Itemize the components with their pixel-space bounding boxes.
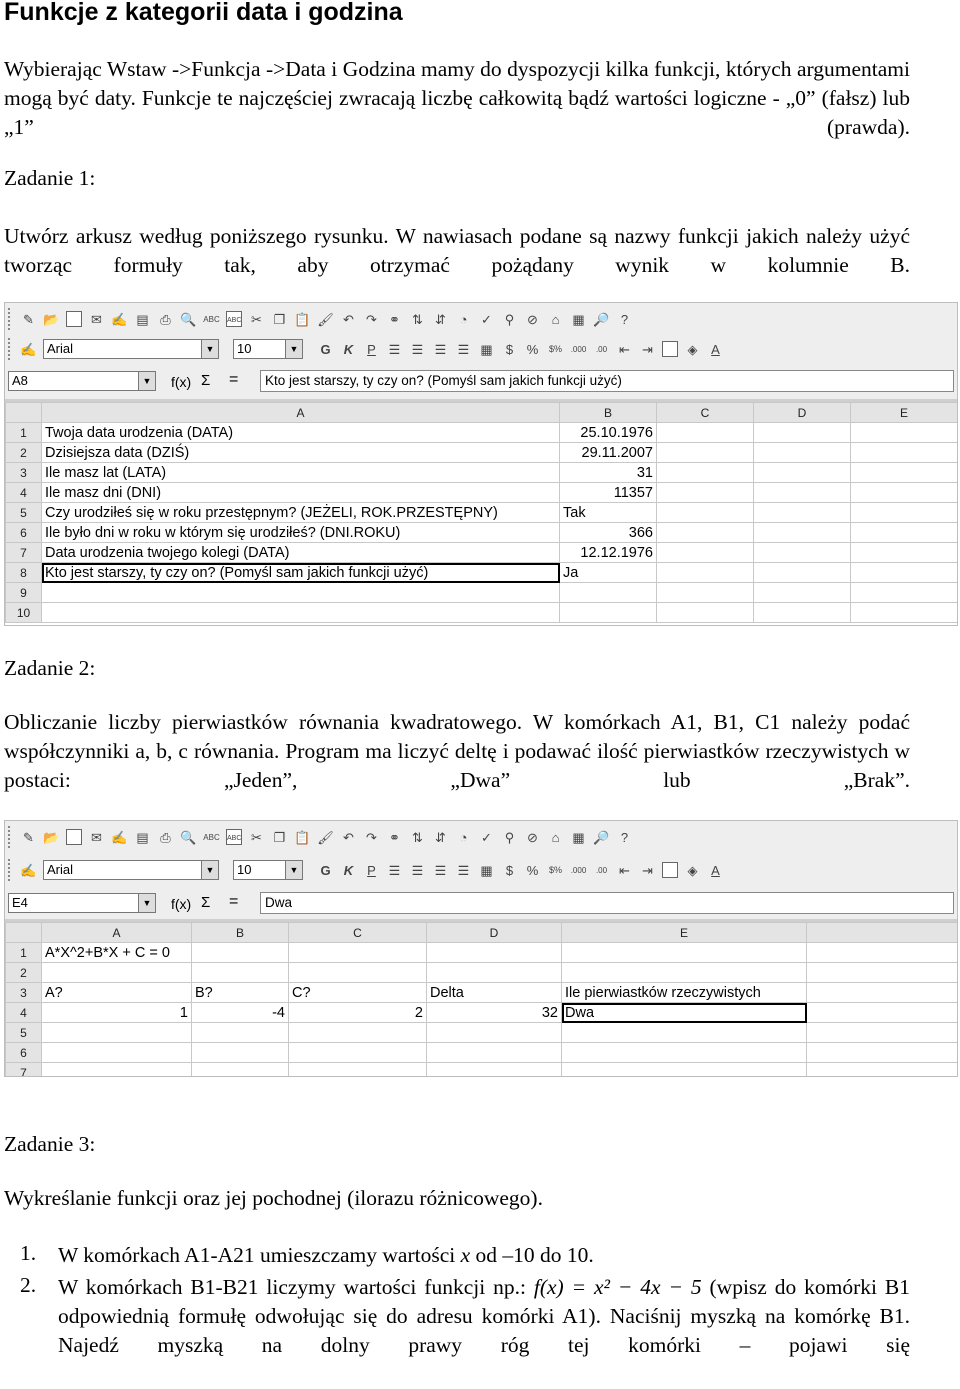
gallery-icon[interactable]: ⌂ xyxy=(551,829,560,845)
number-format-icon[interactable]: $% xyxy=(548,864,562,875)
standard-toolbar xyxy=(5,306,957,332)
print-icon[interactable]: ⎙ xyxy=(160,829,171,845)
row-header[interactable]: 1 xyxy=(6,943,42,963)
formula-input[interactable]: Kto jest starszy, ty czy on? (Pomyśl sam jakich funkcji użyć) xyxy=(260,370,954,392)
hyperlink-icon[interactable]: ⚭ xyxy=(389,829,400,845)
corner-cell[interactable] xyxy=(6,923,42,943)
draw-icon[interactable]: ✓ xyxy=(481,829,492,845)
cell-b[interactable]: 31 xyxy=(560,463,657,483)
table-row xyxy=(6,503,958,523)
sort-asc-icon[interactable]: ⇅ xyxy=(412,829,423,845)
merge-cells-icon[interactable]: ▦ xyxy=(480,862,493,878)
format-paint-icon[interactable]: 🖌 xyxy=(317,311,334,327)
cell-d[interactable] xyxy=(754,583,851,603)
cell-f[interactable] xyxy=(807,943,958,963)
bold-icon[interactable]: G xyxy=(320,341,331,357)
table-row xyxy=(6,443,958,463)
align-center-icon[interactable]: ☰ xyxy=(411,341,424,357)
formatting-toolbar xyxy=(5,336,957,362)
underline-icon[interactable]: P xyxy=(367,862,376,878)
row-header[interactable]: 10 xyxy=(6,603,42,623)
cell-b[interactable] xyxy=(192,1043,289,1063)
cell-f[interactable] xyxy=(807,963,958,983)
cell-b[interactable] xyxy=(192,1063,289,1078)
redo-icon[interactable]: ↷ xyxy=(366,829,377,845)
paste-icon[interactable]: 📋 xyxy=(294,829,311,845)
cell-a[interactable]: Ile było dni w roku w którym się urodziłeś? (DNI.ROKU) xyxy=(42,523,560,543)
help-icon[interactable]: ? xyxy=(620,311,629,327)
formula-bar xyxy=(5,369,957,395)
remove-decimal-icon[interactable]: .00 xyxy=(595,344,608,354)
cell-d[interactable] xyxy=(427,943,562,963)
cell-b[interactable]: Tak xyxy=(560,503,657,523)
edit-icon[interactable]: ✎ xyxy=(23,829,34,845)
task3-heading: Zadanie 3: xyxy=(4,1132,96,1156)
align-right-icon[interactable]: ☰ xyxy=(434,341,447,357)
table-row xyxy=(6,543,958,563)
cell-d[interactable] xyxy=(754,503,851,523)
save-icon[interactable] xyxy=(66,829,82,845)
cell-d[interactable] xyxy=(754,563,851,583)
intro-paragraph: Wybierając Wstaw ->Funkcja ->Data i Godzina mamy do dyspozycji kilka funkcji, których argumentami mogą być daty. Funkcje te najczęściej zwracają liczbę całkowitą bądź wartości logiczne - „0” (fałsz) lub „1” (prawda). xyxy=(4,57,910,139)
cell-a[interactable]: 1 xyxy=(42,1003,192,1023)
autospell-icon[interactable]: ABC xyxy=(226,829,242,845)
cell-e[interactable] xyxy=(562,1023,807,1043)
row-header[interactable]: 2 xyxy=(6,963,42,983)
row-header[interactable]: 4 xyxy=(6,1003,42,1023)
preview-icon[interactable]: 🔍 xyxy=(180,829,197,845)
cell-e[interactable] xyxy=(851,423,958,443)
chart-icon[interactable]: ◔ xyxy=(459,311,468,327)
open-icon[interactable]: 📂 xyxy=(43,311,60,327)
function-icon[interactable]: = xyxy=(229,371,239,388)
cell-d[interactable] xyxy=(427,963,562,983)
merge-cells-icon[interactable]: ▦ xyxy=(480,341,493,357)
undo-icon[interactable]: ↶ xyxy=(343,829,354,845)
number-format-icon[interactable]: $% xyxy=(548,343,562,354)
row-header[interactable]: 3 xyxy=(6,983,42,1003)
cell-b[interactable]: Ja xyxy=(560,563,657,583)
font-name-select[interactable]: Arial ▼ xyxy=(43,339,219,359)
table-row xyxy=(6,483,958,503)
cell-b[interactable]: 29.11.2007 xyxy=(560,443,657,463)
preview-icon[interactable]: 🔍 xyxy=(180,311,197,327)
table-row xyxy=(6,983,958,1003)
align-left-icon[interactable]: ☰ xyxy=(388,341,401,357)
sort-desc-icon[interactable]: ⇵ xyxy=(435,829,446,845)
cell-e[interactable] xyxy=(562,1043,807,1063)
cell-f[interactable] xyxy=(807,1023,958,1043)
borders-icon[interactable] xyxy=(662,862,678,878)
cell-c[interactable] xyxy=(657,443,754,463)
name-box[interactable]: E4 ▼ xyxy=(8,893,156,913)
cell-e[interactable] xyxy=(851,503,958,523)
cell-d[interactable] xyxy=(754,603,851,623)
open-icon[interactable]: 📂 xyxy=(43,829,60,845)
sort-asc-icon[interactable]: ⇅ xyxy=(412,311,423,327)
copy-icon[interactable]: ❐ xyxy=(273,311,286,327)
font-color-icon[interactable]: A xyxy=(711,341,720,357)
row-header[interactable]: 6 xyxy=(6,1043,42,1063)
bold-icon[interactable]: G xyxy=(320,862,331,878)
cell-d[interactable] xyxy=(754,463,851,483)
page-title: Funkcje z kategorii data i godzina xyxy=(4,0,403,26)
zoom-icon[interactable]: 🔎 xyxy=(593,311,610,327)
paste-icon[interactable]: 📋 xyxy=(294,311,311,327)
cell-a[interactable] xyxy=(42,963,192,983)
cell-c[interactable] xyxy=(657,423,754,443)
currency-icon[interactable]: $ xyxy=(505,862,514,878)
borders-icon[interactable] xyxy=(662,341,678,357)
cell-c[interactable] xyxy=(289,1023,427,1043)
justify-icon[interactable]: ☰ xyxy=(457,862,470,878)
column-header[interactable]: A xyxy=(42,923,192,943)
background-color-icon[interactable]: ◈ xyxy=(687,862,698,878)
column-header[interactable]: A xyxy=(42,403,560,423)
cell-d[interactable] xyxy=(427,1023,562,1043)
column-header[interactable]: C xyxy=(657,403,754,423)
cut-icon[interactable]: ✂ xyxy=(251,311,262,327)
cell-c[interactable] xyxy=(657,463,754,483)
list-number: 2. xyxy=(20,1273,37,1297)
cell-f[interactable] xyxy=(807,983,958,1003)
cell-a[interactable]: Czy urodziłeś się w roku przestępnym? (JEŻELI, ROK.PRZESTĘPNY) xyxy=(42,503,560,523)
find-icon[interactable]: ⚲ xyxy=(504,829,515,845)
function-wizard-icon[interactable]: f(x) xyxy=(171,374,192,390)
cell-a[interactable]: Dzisiejsza data (DZIŚ) xyxy=(42,443,560,463)
cell-d[interactable] xyxy=(427,1043,562,1063)
column-header[interactable]: E xyxy=(562,923,807,943)
cell-b[interactable] xyxy=(560,603,657,623)
italic-icon[interactable]: K xyxy=(343,862,354,878)
table-row xyxy=(6,1003,958,1023)
cut-icon[interactable]: ✂ xyxy=(251,829,262,845)
format-paint-icon[interactable]: 🖌 xyxy=(317,829,334,845)
row-header[interactable]: 7 xyxy=(6,1063,42,1078)
row-header[interactable]: 9 xyxy=(6,583,42,603)
percent-icon[interactable]: % xyxy=(526,341,539,357)
function-icon[interactable]: = xyxy=(229,893,239,910)
row-header[interactable]: 5 xyxy=(6,503,42,523)
row-header[interactable]: 3 xyxy=(6,463,42,483)
function-wizard-icon[interactable]: f(x) xyxy=(171,896,192,912)
cell-c[interactable] xyxy=(657,563,754,583)
cell-c[interactable] xyxy=(289,1063,427,1078)
navigator-icon[interactable]: ⊘ xyxy=(527,829,538,845)
draw-icon[interactable]: ✓ xyxy=(481,311,492,327)
column-header[interactable]: B xyxy=(560,403,657,423)
sum-icon[interactable]: Σ xyxy=(201,372,211,389)
cell-a[interactable]: Twoja data urodzenia (DATA) xyxy=(42,423,560,443)
cell-a[interactable]: A? xyxy=(42,983,192,1003)
chart-icon[interactable]: ◔ xyxy=(459,829,468,845)
cell-d[interactable] xyxy=(754,423,851,443)
styles-icon[interactable]: ✍ xyxy=(20,341,37,357)
column-header[interactable] xyxy=(807,923,958,943)
sum-icon[interactable]: Σ xyxy=(201,894,211,911)
table-row xyxy=(6,423,958,443)
pdf-icon[interactable]: ▤ xyxy=(136,311,149,327)
cell-f[interactable] xyxy=(807,1063,958,1078)
gallery-icon[interactable]: ⌂ xyxy=(551,311,560,327)
cell-b[interactable] xyxy=(192,1023,289,1043)
cell-d[interactable]: 32 xyxy=(427,1003,562,1023)
cell-e[interactable]: Dwa xyxy=(562,1003,807,1023)
cell-b[interactable]: -4 xyxy=(192,1003,289,1023)
list-item: W komórkach A1-A21 umieszczamy wartości x od –10 do 10. xyxy=(58,1243,594,1267)
currency-icon[interactable]: $ xyxy=(505,341,514,357)
font-size-select[interactable]: 10 ▼ xyxy=(233,339,303,359)
table-row xyxy=(6,1063,958,1078)
column-header[interactable]: B xyxy=(192,923,289,943)
column-header[interactable]: D xyxy=(754,403,851,423)
cell-b[interactable]: 11357 xyxy=(560,483,657,503)
cell-e[interactable] xyxy=(562,1063,807,1078)
spellcheck-icon[interactable]: ABC xyxy=(203,832,220,842)
cell-d[interactable] xyxy=(754,543,851,563)
cell-d[interactable] xyxy=(754,523,851,543)
find-icon[interactable]: ⚲ xyxy=(504,311,515,327)
cell-e[interactable]: Ile pierwiastków rzeczywistych xyxy=(562,983,807,1003)
row-header[interactable]: 1 xyxy=(6,423,42,443)
undo-icon[interactable]: ↶ xyxy=(343,311,354,327)
row-header[interactable]: 4 xyxy=(6,483,42,503)
corner-cell[interactable] xyxy=(6,403,42,423)
standard-toolbar xyxy=(5,824,957,850)
cell-b[interactable] xyxy=(192,963,289,983)
copy-icon[interactable]: ❐ xyxy=(273,829,286,845)
spreadsheet-2 xyxy=(4,820,958,1077)
spellcheck-icon[interactable]: ABC xyxy=(203,314,220,324)
cell-a[interactable] xyxy=(42,1063,192,1078)
hyperlink-icon[interactable]: ⚭ xyxy=(389,311,400,327)
edit-file-icon[interactable]: ✍ xyxy=(111,311,128,327)
cell-c[interactable]: C? xyxy=(289,983,427,1003)
row-header[interactable]: 2 xyxy=(6,443,42,463)
cell-d[interactable] xyxy=(754,443,851,463)
cell-e[interactable] xyxy=(851,543,958,563)
cell-b[interactable] xyxy=(192,943,289,963)
styles-icon[interactable]: ✍ xyxy=(20,862,37,878)
font-color-icon[interactable]: A xyxy=(711,862,720,878)
font-name-select[interactable]: Arial ▼ xyxy=(43,860,219,880)
remove-decimal-icon[interactable]: .00 xyxy=(595,865,608,875)
row-header[interactable]: 6 xyxy=(6,523,42,543)
table-row xyxy=(6,1023,958,1043)
cell-a[interactable]: Data urodzenia twojego kolegi (DATA) xyxy=(42,543,560,563)
navigator-icon[interactable]: ⊘ xyxy=(527,311,538,327)
row-header[interactable]: 7 xyxy=(6,543,42,563)
cell-d[interactable]: Delta xyxy=(427,983,562,1003)
cell-e[interactable] xyxy=(851,443,958,463)
align-left-icon[interactable]: ☰ xyxy=(388,862,401,878)
cell-f[interactable] xyxy=(807,1003,958,1023)
cell-e[interactable] xyxy=(851,603,958,623)
cell-c[interactable] xyxy=(289,943,427,963)
task1-heading: Zadanie 1: xyxy=(4,166,96,190)
help-icon[interactable]: ? xyxy=(620,829,629,845)
table-row xyxy=(6,583,958,603)
cell-e[interactable] xyxy=(562,943,807,963)
cell-a[interactable]: Ile masz lat (LATA) xyxy=(42,463,560,483)
align-right-icon[interactable]: ☰ xyxy=(434,862,447,878)
table-row xyxy=(6,463,958,483)
cell-b[interactable]: 12.12.1976 xyxy=(560,543,657,563)
cell-e[interactable] xyxy=(851,563,958,583)
pdf-icon[interactable]: ▤ xyxy=(136,829,149,845)
cell-e[interactable] xyxy=(851,463,958,483)
column-header[interactable]: C xyxy=(289,923,427,943)
table-row xyxy=(6,943,958,963)
datasource-icon[interactable]: ▦ xyxy=(572,311,585,327)
add-decimal-icon[interactable]: .000 xyxy=(570,344,587,354)
list-number: 1. xyxy=(20,1241,37,1265)
task2-heading: Zadanie 2: xyxy=(4,656,96,680)
save-icon[interactable] xyxy=(66,311,82,327)
increase-indent-icon[interactable]: ⇥ xyxy=(642,341,653,357)
cell-c[interactable]: 2 xyxy=(289,1003,427,1023)
cell-grid xyxy=(5,402,957,625)
cell-b[interactable] xyxy=(560,583,657,603)
cell-f[interactable] xyxy=(807,1043,958,1063)
cell-e[interactable] xyxy=(851,583,958,603)
table-row xyxy=(6,1043,958,1063)
cell-c[interactable] xyxy=(657,583,754,603)
cell-c[interactable] xyxy=(657,483,754,503)
cell-a[interactable] xyxy=(42,1043,192,1063)
zoom-icon[interactable]: 🔎 xyxy=(593,829,610,845)
cell-a[interactable] xyxy=(42,583,560,603)
row-header[interactable]: 5 xyxy=(6,1023,42,1043)
redo-icon[interactable]: ↷ xyxy=(366,311,377,327)
cell-grid xyxy=(5,922,957,1076)
table-row xyxy=(6,523,958,543)
decrease-indent-icon[interactable]: ⇤ xyxy=(619,862,630,878)
column-header[interactable]: E xyxy=(851,403,958,423)
edit-icon[interactable]: ✎ xyxy=(23,311,34,327)
cell-a[interactable] xyxy=(42,603,560,623)
list-item: W komórkach B1-B21 liczymy wartości funkcji np.: f(x) = x² − 4x − 5 (wpisz do komórki B1 odpowiednią formułę odwołując się do adresu komórki A1). Naciśnij myszką na komórkę B1. Najedź myszką na dolny prawy róg tej komórki – pojawi się xyxy=(58,1275,910,1357)
formula-input[interactable]: Dwa xyxy=(260,892,954,914)
mail-icon[interactable]: ✉ xyxy=(91,311,102,327)
cell-a[interactable]: Ile masz dni (DNI) xyxy=(42,483,560,503)
cell-e[interactable] xyxy=(851,483,958,503)
increase-indent-icon[interactable]: ⇥ xyxy=(642,862,653,878)
cell-c[interactable] xyxy=(657,503,754,523)
cell-a[interactable]: Kto jest starszy, ty czy on? (Pomyśl sam jakich funkcji użyć) xyxy=(42,563,560,583)
background-color-icon[interactable]: ◈ xyxy=(687,341,698,357)
cell-d[interactable] xyxy=(754,483,851,503)
italic-icon[interactable]: K xyxy=(343,341,354,357)
table-row xyxy=(6,563,958,583)
cell-c[interactable] xyxy=(657,523,754,543)
decrease-indent-icon[interactable]: ⇤ xyxy=(619,341,630,357)
autospell-icon[interactable]: ABC xyxy=(226,311,242,327)
task3-text: Wykreślanie funkcji oraz jej pochodnej (ilorazu różnicowego). xyxy=(4,1186,543,1210)
underline-icon[interactable]: P xyxy=(367,341,376,357)
spreadsheet-1 xyxy=(4,302,958,626)
mail-icon[interactable]: ✉ xyxy=(91,829,102,845)
name-box[interactable]: A8 ▼ xyxy=(8,371,156,391)
add-decimal-icon[interactable]: .000 xyxy=(570,865,587,875)
print-icon[interactable]: ⎙ xyxy=(160,311,171,327)
task2-text: Obliczanie liczby pierwiastków równania kwadratowego. W komórkach A1, B1, C1 należy podać współczynniki a, b, c równania. Program ma liczyć deltę i podawać ilość pierwiastków rzeczywistych w postaci: „Jeden”, „Dwa” lub „Brak”. xyxy=(4,710,910,792)
font-size-select[interactable]: 10 ▼ xyxy=(233,860,303,880)
cell-b[interactable]: 366 xyxy=(560,523,657,543)
datasource-icon[interactable]: ▦ xyxy=(572,829,585,845)
cell-b[interactable]: 25.10.1976 xyxy=(560,423,657,443)
cell-c[interactable] xyxy=(289,1043,427,1063)
cell-d[interactable] xyxy=(427,1063,562,1078)
cell-c[interactable] xyxy=(657,543,754,563)
function-formula: f(x) = x² − 4x − 5 xyxy=(533,1275,702,1299)
percent-icon[interactable]: % xyxy=(526,862,539,878)
cell-a[interactable]: A*X^2+B*X + C = 0 xyxy=(42,943,192,963)
cell-c[interactable] xyxy=(289,963,427,983)
sort-desc-icon[interactable]: ⇵ xyxy=(435,311,446,327)
cell-b[interactable]: B? xyxy=(192,983,289,1003)
align-center-icon[interactable]: ☰ xyxy=(411,862,424,878)
edit-file-icon[interactable]: ✍ xyxy=(111,829,128,845)
column-header[interactable]: D xyxy=(427,923,562,943)
table-row xyxy=(6,603,958,623)
formatting-toolbar xyxy=(5,857,957,883)
row-header[interactable]: 8 xyxy=(6,563,42,583)
table-row xyxy=(6,963,958,983)
variable-x: x xyxy=(460,1243,471,1267)
cell-e[interactable] xyxy=(851,523,958,543)
formula-bar xyxy=(5,891,957,917)
justify-icon[interactable]: ☰ xyxy=(457,341,470,357)
cell-c[interactable] xyxy=(657,603,754,623)
cell-e[interactable] xyxy=(562,963,807,983)
cell-a[interactable] xyxy=(42,1023,192,1043)
task1-text: Utwórz arkusz według poniższego rysunku. W nawiasach podane są nazwy funkcji jakich należy użyć tworząc formuły tak, aby otrzymać pożądany wynik w kolumnie B. xyxy=(4,224,910,277)
